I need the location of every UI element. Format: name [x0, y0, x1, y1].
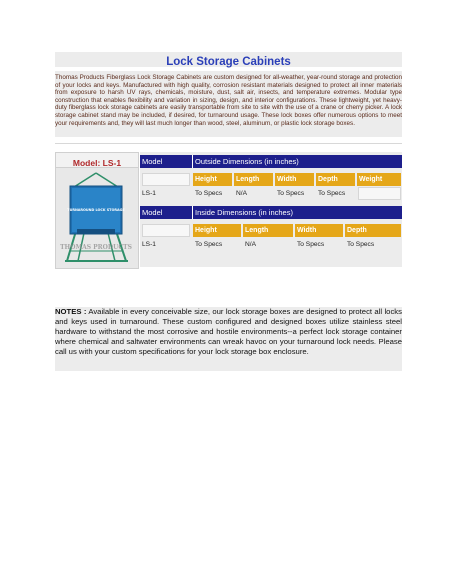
inside-val-height: To Specs [193, 238, 243, 251]
brand-watermark: THOMAS PRODUCTS [60, 244, 132, 251]
notes-section [55, 307, 402, 371]
inside-columns-row [140, 224, 402, 237]
outside-blank-cell [142, 173, 190, 186]
outside-col-depth: Depth [316, 173, 355, 186]
inside-data-row [140, 238, 402, 251]
inside-col-depth: Depth [345, 224, 401, 237]
outside-val-height: To Specs [193, 187, 232, 200]
outside-col-height: Height [193, 173, 232, 186]
inside-header-row [140, 206, 402, 219]
notes-label: NOTES : [55, 307, 87, 316]
notes-paragraph [55, 307, 402, 357]
page-title: Lock Storage Cabinets [166, 56, 291, 68]
inside-section-title: Inside Dimensions (in inches) [193, 206, 402, 219]
product-image [60, 171, 132, 265]
outside-model-header: Model [140, 155, 193, 168]
divider [55, 143, 402, 144]
outside-model-cell: LS-1 [140, 187, 193, 200]
outside-columns-row [140, 173, 402, 186]
inside-model-cell: LS-1 [140, 238, 193, 251]
inside-col-width: Width [295, 224, 343, 237]
page-title-bar [55, 52, 402, 67]
cabinet-label: TURNAROUND LOCK STORAGE [67, 208, 125, 212]
model-heading [56, 153, 138, 168]
inside-blank-cell [142, 224, 190, 237]
outside-val-depth: To Specs [316, 187, 355, 200]
outside-val-width: To Specs [275, 187, 314, 200]
outside-col-weight: Weight [357, 173, 401, 186]
inside-val-depth: To Specs [345, 238, 401, 251]
outside-header-row [140, 155, 402, 168]
inside-val-length: N/A [243, 238, 295, 251]
outside-val-weight [358, 187, 401, 200]
outside-col-width: Width [275, 173, 314, 186]
notes-text: Available in every conceivable size, our lock storage boxes are designed to protect all locks and keys used in turnaround. These custom configured and designed boxes utilize stainless steel hardware to withstand the most corrosive and hostile environments--a perfect lock storage container where chemical and saltwater environments can wreak havoc on your turnaround lock needs. Please call us with your custom specifications for your lock storage box enclosure. [55, 307, 402, 356]
inside-val-width: To Specs [295, 238, 345, 251]
inside-col-length: Length [243, 224, 293, 237]
outside-data-row [140, 187, 402, 200]
intro-section [55, 71, 402, 137]
outside-col-length: Length [234, 173, 273, 186]
model-label: Model: LS-1 [72, 158, 122, 168]
inside-model-header: Model [140, 206, 193, 219]
model-panel [55, 152, 139, 269]
outside-section-title: Outside Dimensions (in inches) [193, 155, 402, 168]
intro-paragraph: Thomas Products Fiberglass Lock Storage Cabinets are custom designed for all-weather, year-round storage and protection of your locks and keys. Manufactured with high quality, corrosion resistant materials designed to protect all inner materials from exposure to harsh UV rays, chemicals, moisture, dust, salt air, insects, and temperature extremes. Modular type construction that enables flexibility and variation in sizing, design, and interior configurations. These lightweight, yet heavy-duty fiberglass lock storage cabinets are easily transportable from site to site with the use of a crane or cherry picker. A lock storage cabinet stand may be included, if desired, for turnaround usage. These lock boxes offer numerous options to meet your requirements and, they will last much longer than wood, steel, aluminum, or plastic lock storage boxes. [55, 74, 402, 127]
dimensions-tables [140, 152, 402, 267]
inside-col-height: Height [193, 224, 241, 237]
outside-val-length: N/A [234, 187, 273, 200]
